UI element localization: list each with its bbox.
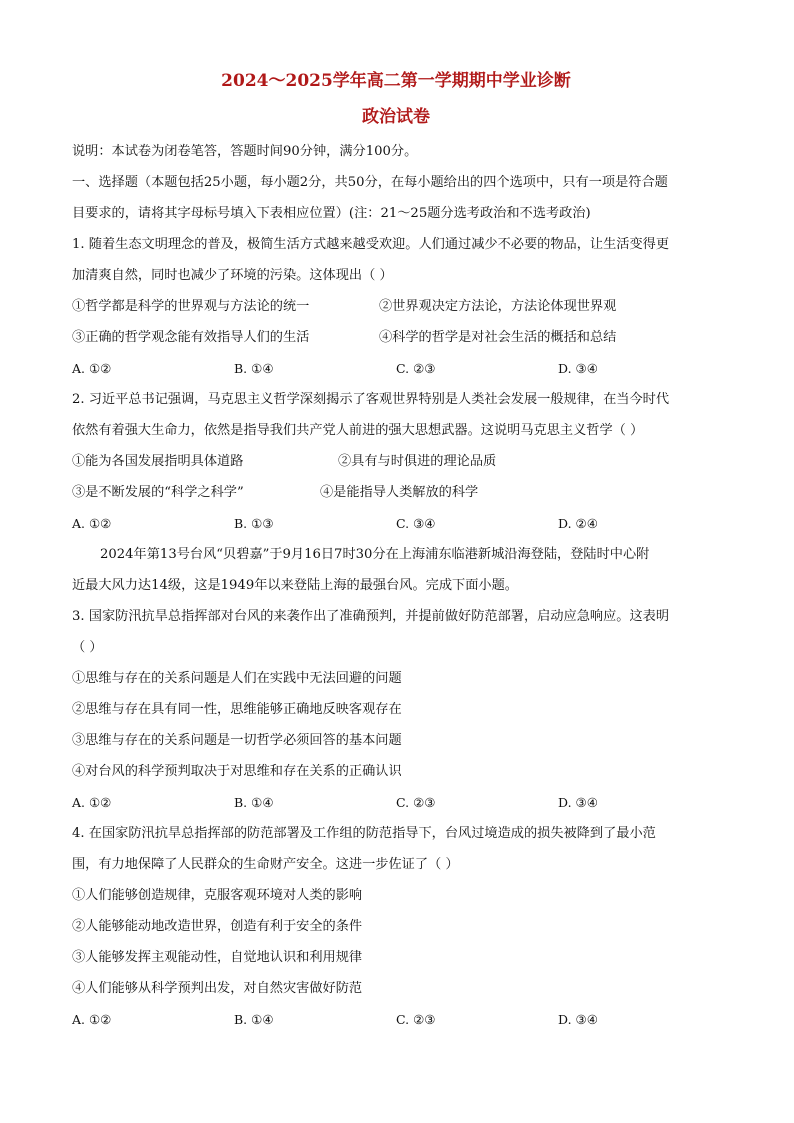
choice-b: B. ①④ [234, 361, 274, 376]
answer-choices [72, 1004, 720, 1035]
exam-subtitle: 政治试卷 [362, 107, 430, 127]
choice-a: A. ①② [72, 795, 112, 810]
choice-a: A. ①② [72, 361, 112, 376]
material-text: 近最大风力达14级，这是1949年以来登陆上海的最强台风。完成下面小题。 [72, 578, 518, 593]
question-stem: 2. 习近平总书记强调，马克思主义哲学深刻揭示了客观世界特别是人类社会发展一般规律，在当今时代 [72, 392, 670, 407]
statement-option: ①思维与存在的关系问题是人们在实践中无法回避的问题 [72, 671, 402, 686]
choice-b: B. ①④ [234, 795, 274, 810]
choice-c: C. ②③ [396, 361, 436, 376]
reading-material [72, 539, 720, 601]
statement-option: ②思维与存在具有同一性，思维能够正确地反映客观存在 [72, 702, 402, 717]
question-stem: 加清爽自然，同时也减少了环境的污染。这体现出（ ） [72, 268, 393, 283]
statement-option: ④人们能够从科学预判出发，对自然灾害做好防范 [72, 981, 363, 996]
statement-option: ①能为各国发展指明具体道路 [72, 454, 244, 469]
question-3 [72, 601, 720, 818]
answer-choices [72, 353, 720, 384]
choice-c: C. ②③ [396, 795, 436, 810]
statement-option: ②人能够能动地改造世界，创造有利于安全的条件 [72, 919, 363, 934]
statement-option: ②世界观决定方法论，方法论体现世界观 [379, 299, 617, 314]
exam-page [72, 70, 720, 1035]
question-stem: 4. 在国家防汛抗旱总指挥部的防范部署及工作组的防范指导下，台风过境造成的损失被降到了最小范 [72, 826, 656, 841]
question-stem: 1. 随着生态文明理念的普及，极简生活方式越来越受欢迎。人们通过减少不必要的物品，让生活变得更 [72, 237, 670, 252]
statement-option: ③人能够发挥主观能动性，自觉地认识和利用规律 [72, 950, 363, 965]
statement-option: ③思维与存在的关系问题是一切哲学必须回答的基本问题 [72, 733, 402, 748]
question-stem: （ ） [72, 640, 103, 655]
question-1 [72, 229, 720, 384]
choice-a: A. ①② [72, 1012, 112, 1027]
exam-instructions: 说明：本试卷为闭卷笔答，答题时间90分钟，满分100分。 [72, 144, 418, 159]
section-heading-line1: 一、选择题（本题包括25小题，每小题2分，共50分，在每小题给出的四个选项中，只有一项是符合题 [72, 175, 668, 190]
exam-title: 2024～2025学年高二第一学期期中学业诊断 [221, 71, 571, 91]
question-4 [72, 818, 720, 1035]
statement-option: ③是不断发展的“科学之科学” [72, 485, 244, 500]
section-heading-line2: 目要求的，请将其字母标号填入下表相应位置）(注：21～25题分选考政治和不选考政治) [72, 206, 591, 221]
choice-b: B. ①④ [234, 1012, 274, 1027]
choice-c: C. ③④ [396, 516, 436, 531]
statement-option: ④对台风的科学预判取决于对思维和存在关系的正确认识 [72, 764, 402, 779]
statement-option: ②具有与时俱进的理论品质 [338, 454, 497, 469]
statement-option: ③正确的哲学观念能有效指导人们的生活 [72, 330, 310, 345]
choice-d: D. ③④ [558, 1012, 598, 1027]
choice-b: B. ①③ [234, 516, 274, 531]
choice-d: D. ③④ [558, 361, 598, 376]
answer-choices [72, 787, 720, 818]
statement-option: ①人们能够创造规律，克服客观环境对人类的影响 [72, 888, 363, 903]
question-stem: 3. 国家防汛抗旱总指挥部对台风的来袭作出了准确预判，并提前做好防范部署，启动应急响应。这表明 [72, 609, 670, 624]
statement-option: ④科学的哲学是对社会生活的概括和总结 [379, 330, 617, 345]
material-text: 2024年第13号台风“贝碧嘉”于9月16日7时30分在上海浦东临港新城沿海登陆，登陆时中心附 [100, 547, 650, 562]
statement-option: ①哲学都是科学的世界观与方法论的统一 [72, 299, 310, 314]
answer-choices [72, 508, 720, 539]
question-stem: 依然有着强大生命力，依然是指导我们共产党人前进的强大思想武器。这说明马克思主义哲学（ ） [72, 423, 644, 438]
question-2 [72, 384, 720, 539]
choice-a: A. ①② [72, 516, 112, 531]
question-stem: 围，有力地保障了人民群众的生命财产安全。这进一步佐证了（ ） [72, 857, 459, 872]
choice-d: D. ②④ [558, 516, 598, 531]
choice-c: C. ②③ [396, 1012, 436, 1027]
statement-option: ④是能指导人类解放的科学 [320, 485, 479, 500]
choice-d: D. ③④ [558, 795, 598, 810]
